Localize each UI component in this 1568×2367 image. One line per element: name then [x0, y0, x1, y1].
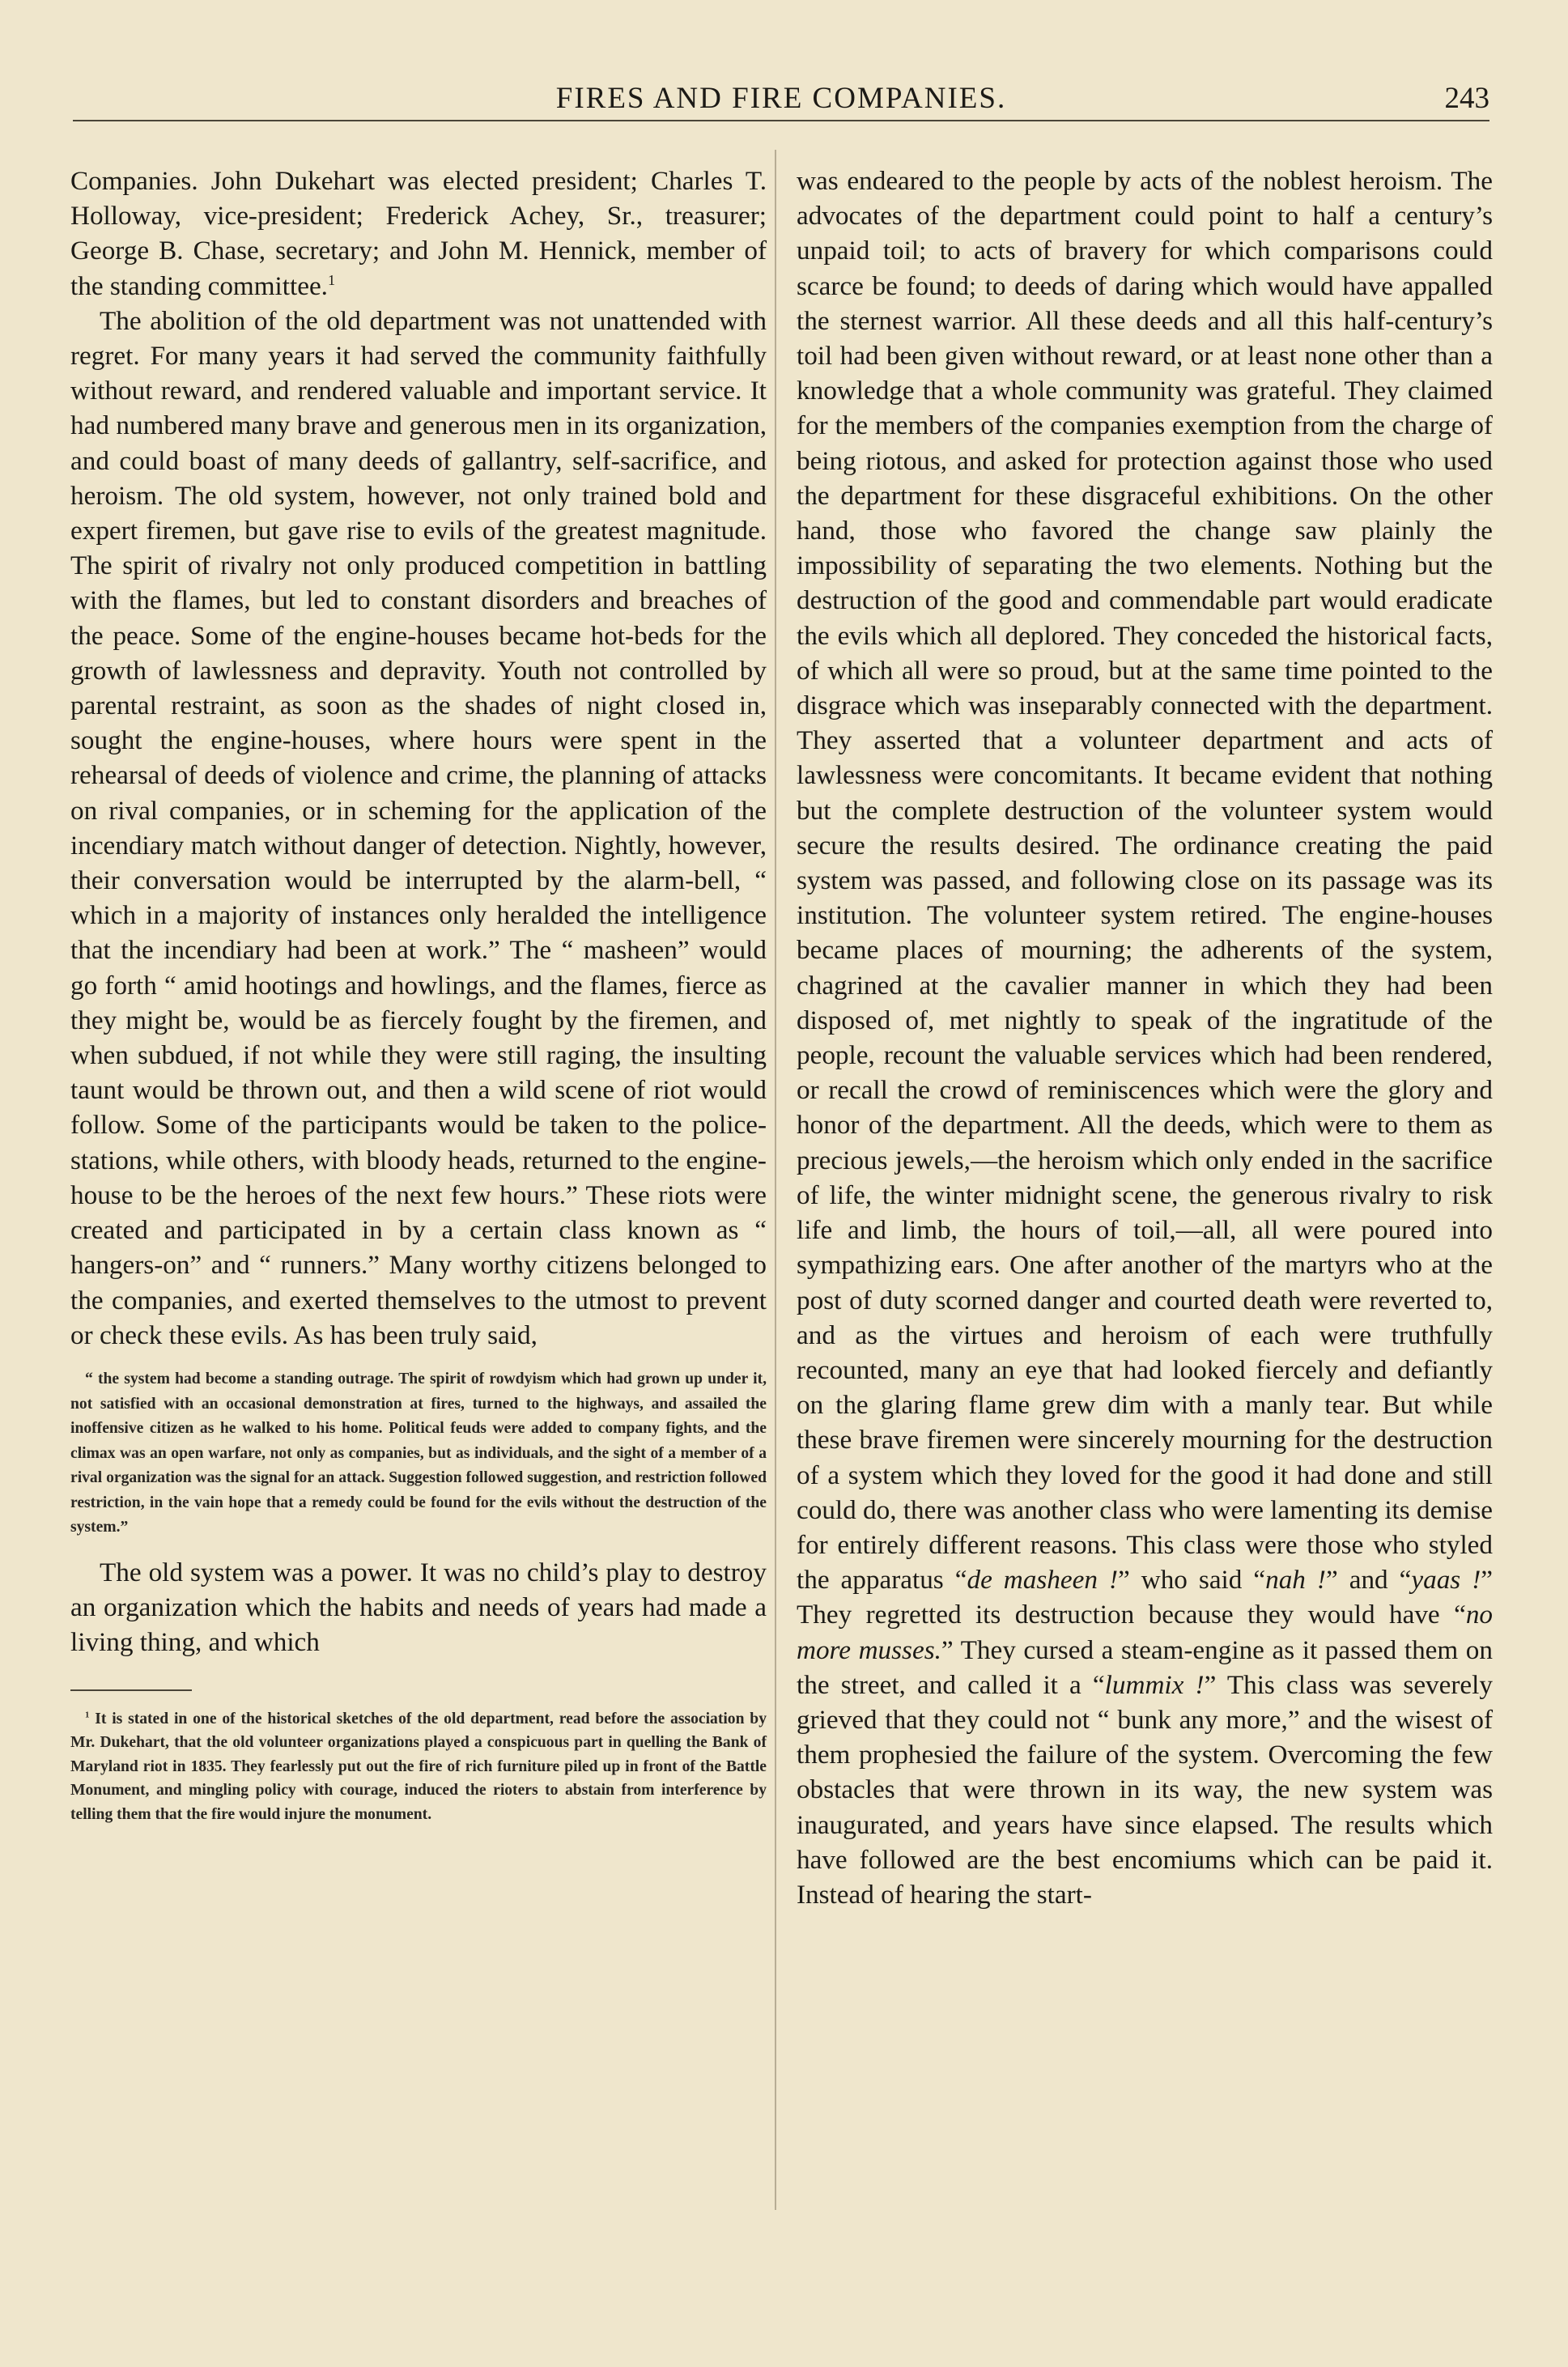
- footnote-reference: 1: [327, 271, 336, 288]
- running-title: FIRES AND FIRE COMPANIES.: [555, 82, 1007, 115]
- right-column: [797, 164, 1493, 1912]
- footnote-rule: [70, 1689, 192, 1691]
- italic-phrase: yaas !: [1411, 1565, 1481, 1596]
- paragraph-text: was endeared to the people by acts of the noblest heroism. The advocates of the department could point to half a century’s unpaid toil; to acts of bravery for which comparisons could scarce be found; to deeds of daring which would have appalled the sternest warrior. All these deeds and all this half-century’s toil had been given without reward, or at least none other than a knowledge that a whole community was grateful. They claimed for the members of the companies exemption from the charge of being riotous, and asked for protection against those who used the department for these disgraceful exhibitions. On the other hand, those who favored the change saw plainly the impossibility of separating the two elements. Nothing but the destruction of the good and commendable part would eradicate the evils which all deplored. They conceded the historical facts, of which all were so proud, but at the same time pointed to the disgrace which was inseparably connected with the department. They asserted that a volunteer department and acts of lawlessness were concomitants. It became evident that nothing but the complete destruction of the volunteer system would secure the results desired. The ordinance creating the paid system was passed, and following close on its passage was its institution. The volunteer system retired. The engine-houses became places of mourning; the adherents of the system, chagrined at the cavalier manner in which they had been disposed of, met nightly to speak of the ingratitude of the people, recount the valuable services which had been rendered, or recall the crowd of reminiscences which were the glory and honor of the department. All the deeds, which were to them as precious jewels,—the heroism which only ended in the sacrifice of life, the winter midnight scene, the generous rivalry to risk life and limb, the hours of toil,—all, all were poured into sympathizing ears. One after another of the martyrs who at the post of duty scorned danger and courted death were reverted to, and as the virtues and heroism of each were truthfully recounted, many an eye that had looked fiercely and defiantly on the glaring flame grew dim with a manly tear. But while these brave firemen were sincerely mourning for the destruction of a system which they loved for the good it had done and still could do, there was another class who were lamenting its demise for entirely different reasons. This class were those who styled the apparatus “: [797, 166, 1493, 1596]
- paragraph: The abolition of the old department was not unattended with regret. For many years it had served the community faithfully without reward, and rendered valuable and important service. It had numbered many brave and generous men in its organization, and could boast of many deeds of gallantry, self-sacrifice, and heroism. The old system, however, not only trained bold and expert firemen, but gave rise to evils of the greatest magnitude. The spirit of rivalry not only produced competition in battling with the flames, but led to constant disorders and breaches of the peace. Some of the engine-houses became hot-beds for the growth of lawlessness and depravity. Youth not controlled by parental restraint, as soon as the shades of night closed in, sought the engine-houses, where hours were spent in the rehearsal of deeds of violence and crime, the planning of attacks on rival companies, or in scheming for the application of the incendiary match without danger of detection. Nightly, however, their conversation would be interrupted by the alarm-bell, “ which in a majority of instances only heralded the intelligence that the incendiary had been at work.” The “ masheen” would go forth “ amid hootings and howlings, and the flames, fierce as they might be, would be as fiercely fought by the firemen, and when subdued, if not while they were still raging, the insulting taunt would be thrown out, and then a wild scene of riot would follow. Some of the participants would be taken to the police-stations, while others, with bloody heads, returned to the engine-house to be the heroes of the next few hours.” These riots were created and participated in by a certain class known as “ hangers-on” and “ runners.” Many worthy citizens belonged to the companies, and exerted themselves to the utmost to prevent or check these evils. As has been truly said,: [70, 305, 767, 1350]
- column-divider: [775, 150, 776, 2210]
- paragraph-text: ” They cursed a steam-engine as it passed them on the street, and called it a “: [797, 1634, 1493, 1700]
- footnote-text: It is stated in one of the historical sketches of the old department, read before the association by Mr. Dukehart, that the old volunteer organizations played a conspicuous part in quelling the Bank of Maryland riot in 1835. They fearlessly put out the fire of rich furniture piled up in front of the Battle Monument, and mingling policy with courage, induced the rioters to abstain from interference by telling them that the fire would injure the monument.: [70, 1710, 767, 1823]
- paragraph-text: Companies. John Dukehart was elected president; Charles T. Holloway, vice-president; Frederick Achey, Sr., treasurer; George B. Chase, secretary; and John M. Hennick, member of the standing committee.: [70, 166, 767, 301]
- paragraph: [70, 164, 767, 304]
- paragraph-text: ” who said “: [1118, 1565, 1266, 1596]
- block-quote: “ the system had become a standing outrage. The spirit of rowdyism which had grown up under it, not satisfied with an occasional demonstration at fires, turned to the highways, and assailed the inoffensive citizen as he walked to his home. Political feuds were added to company fights, and the climax was an open warfare, not only as companies, but as individuals, and the sight of a member of a rival organization was the signal for an attack. Suggestion followed suggestion, and restriction followed restriction, in the vain hope that a remedy could be found for the evils without the destruction of the system.”: [70, 1370, 767, 1536]
- footnote: [70, 1707, 767, 1827]
- paragraph-text: ” and “: [1325, 1565, 1412, 1596]
- paragraph-text: ” This class was severely grieved that they could not “ bunk any more,” and the wisest of them prophesied the failure of the system. Overcoming the few obstacles that were thrown in its way, the new system was inaugurated, and years have since elapsed. The results which have followed are the best encomiums which can be paid it. Instead of hearing the start-: [797, 1669, 1493, 1910]
- paragraph-text: ” They regretted its destruction because they would have “: [797, 1565, 1494, 1630]
- header-rule: [73, 120, 1489, 121]
- italic-phrase: lummix !: [1104, 1669, 1205, 1700]
- paragraph: The old system was a power. It was no child’s play to destroy an organization which the habits and needs of years had made a living thing, and which: [70, 1557, 767, 1658]
- italic-phrase: nah !: [1265, 1565, 1326, 1596]
- italic-phrase: de masheen !: [967, 1565, 1118, 1596]
- footnote-marker: 1: [85, 1710, 90, 1720]
- paragraph: [797, 164, 1493, 1912]
- left-column: [70, 164, 767, 1826]
- running-head: [73, 81, 1489, 121]
- italic-phrase: no more musses.: [797, 1600, 1493, 1665]
- page-number: 243: [1444, 82, 1489, 115]
